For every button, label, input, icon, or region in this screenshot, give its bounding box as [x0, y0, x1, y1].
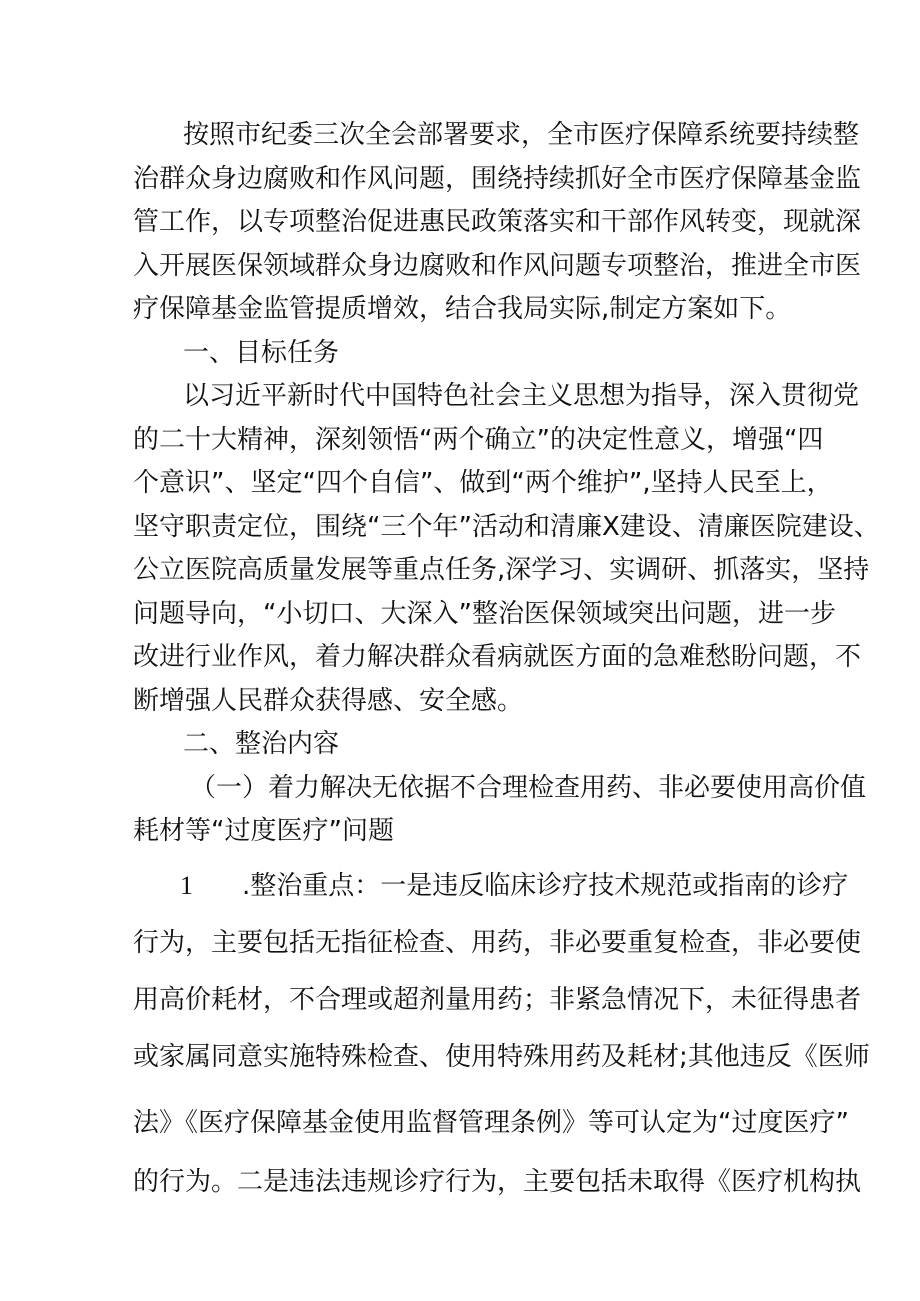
- goals-line-4: 坚守职责定位，围绕“三个年”活动和清廉X建设、清廉医院建设、: [133, 512, 880, 542]
- subsection-heading-line-2: 耗材等“过度医疗”问题: [133, 816, 394, 846]
- goals-line-2: 的二十大精神，深刻领悟“两个确立”的决定性意义，增强“四: [133, 425, 824, 455]
- item-line-4: 或家属同意实施特殊检查、使用特殊用药及耗材;其他违反《医师: [133, 1042, 870, 1072]
- goals-line-7: 改进行业作风，着力解决群众看病就医方面的急难愁盼问题，不: [133, 642, 862, 672]
- section-heading-goals: 一、目标任务: [183, 338, 340, 368]
- goals-line-6: 问题导向，“小切口、大深入”整治医保领域突出问题，进一步: [133, 599, 836, 629]
- goals-line-3: 个意识”、坚定“四个自信”、做到“两个维护”,坚持人民至上，: [133, 468, 833, 498]
- goals-line-5: 公立医院高质量发展等重点任务,深学习、实调研、抓落实，坚持: [133, 555, 870, 585]
- item-number: 1: [180, 871, 193, 900]
- section-heading-content: 二、整治内容: [183, 729, 340, 759]
- intro-line-5: 疗保障基金监管提质增效，结合我局实际,制定方案如下。: [133, 294, 792, 324]
- intro-line-3: 管工作，以专项整治促进惠民政策落实和干部作风转变，现就深: [133, 207, 862, 237]
- goals-line-1: 以习近平新时代中国特色社会主义思想为指导，深入贯彻党: [183, 381, 860, 411]
- item-line-6: 的行为。二是违法违规诊疗行为，主要包括未取得《医疗机构执: [133, 1167, 862, 1197]
- item-line-5: 法》《医疗保障基金使用监督管理条例》等可认定为“过度医疗”: [133, 1108, 849, 1138]
- item-line-2: 行为，主要包括无指征检查、用药，非必要重复检查，非必要使: [133, 928, 862, 958]
- intro-line-1: 按照市纪委三次全会部署要求，全市医疗保障系统要持续整: [183, 120, 860, 150]
- intro-line-4: 入开展医保领域群众身边腐败和作风问题专项整治，推进全市医: [133, 251, 862, 281]
- subsection-heading-line-1: （一）着力解决无依据不合理检查用药、非必要使用高价值: [190, 773, 867, 803]
- goals-line-8: 断增强人民群众获得感、安全感。: [133, 686, 524, 716]
- item-line-3: 用高价耗材，不合理或超剂量用药；非紧急情况下，未征得患者: [133, 985, 862, 1015]
- intro-line-2: 治群众身边腐败和作风问题，围绕持续抓好全市医疗保障基金监: [133, 164, 862, 194]
- item-line-1: .整治重点：一是违反临床诊疗技术规范或指南的诊疗: [242, 871, 849, 901]
